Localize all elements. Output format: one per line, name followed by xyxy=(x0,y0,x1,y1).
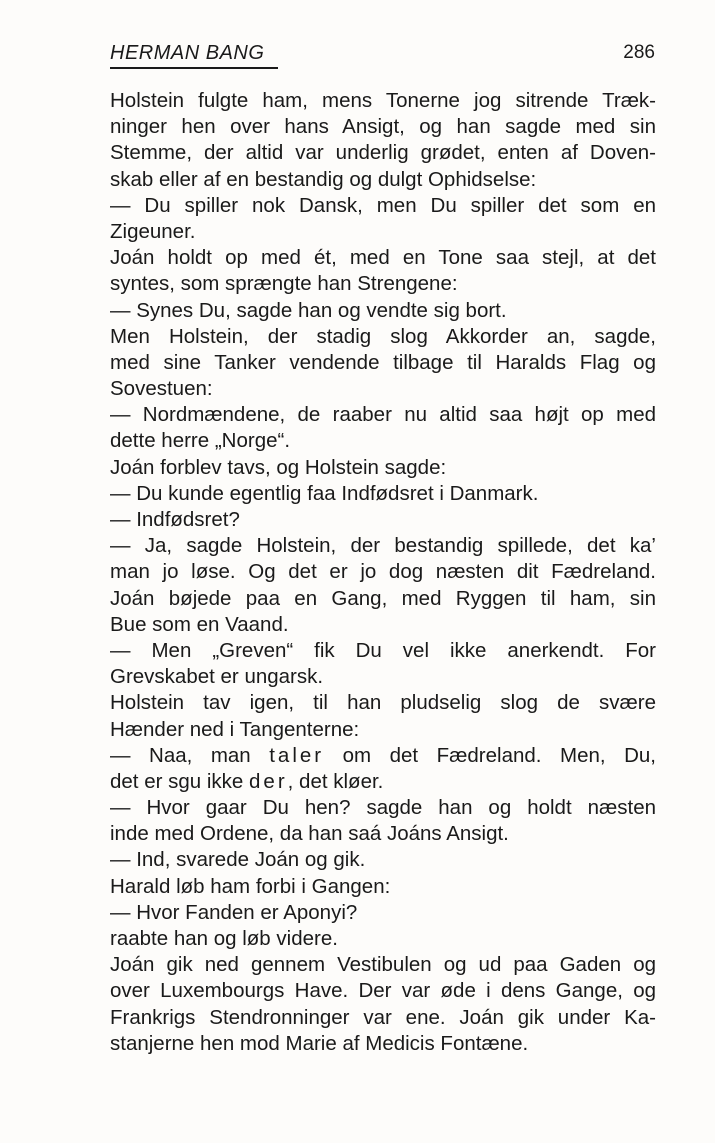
text-line: — Synes Du, sagde han og vendte sig bort. xyxy=(110,298,507,322)
text-line: — Naa, man taler om det Fædreland. Men, Du, xyxy=(110,743,656,767)
text-line: Grevskabet er ungarsk. xyxy=(110,665,324,689)
text-line: Joán bøjede paa en Gang, med Ryggen til ham, sin xyxy=(110,586,656,610)
page-number: 286 xyxy=(623,42,655,63)
text-line: Men Holstein, der stadig slog Akkorder an, sagde, xyxy=(110,324,656,348)
text-line: Zigeuner. xyxy=(110,219,196,243)
text-line: — Hvor Fanden er Aponyi? xyxy=(110,900,358,924)
text-line: Joán forblev tavs, og Holstein sagde: xyxy=(110,455,447,479)
text-line: Harald løb ham forbi i Gangen: xyxy=(110,874,391,898)
text-line: syntes, som sprængte han Strengene: xyxy=(110,272,458,296)
text-line: raabte han og løb videre. xyxy=(110,927,338,950)
text-line: Holstein fulgte ham, mens Tonerne jog sitrende Træk- xyxy=(110,89,656,112)
text-line: — Hvor gaar Du hen? sagde han og holdt næsten xyxy=(110,796,656,820)
text-line: Bue som en Vaand. xyxy=(110,612,289,636)
text-line: stanjerne hen mod Marie af Medicis Fontæne. xyxy=(110,1031,529,1055)
text-line: Stemme, der altid var underlig grødet, enten af Doven- xyxy=(110,141,656,165)
text-line: — Indfødsret? xyxy=(110,508,240,531)
page-header xyxy=(110,40,655,70)
text-line: dette herre „Norge“. xyxy=(110,429,291,453)
text-line: ninger hen over hans Ansigt, og han sagde med sin xyxy=(110,115,656,139)
header-rule xyxy=(110,67,278,69)
text-line: — Du spiller nok Dansk, men Du spiller det som en xyxy=(110,193,656,217)
spaced-emphasis-word: der xyxy=(249,769,288,793)
text-line: med sine Tanker vendende tilbage til Haralds Flag og xyxy=(110,350,656,374)
text-line: — Men „Greven“ fik Du vel ikke anerkendt. For xyxy=(110,638,656,662)
text-line: skab eller af en bestandig og dulgt Ophidselse: xyxy=(110,167,537,191)
text-line: Holstein tav igen, til han pludselig slog de svære xyxy=(110,691,656,715)
text-line: det er sgu ikke der, det kløer. xyxy=(110,769,384,793)
spaced-emphasis-word: taler xyxy=(269,743,325,767)
text-line: man jo løse. Og det er jo dog næsten dit Fædreland. xyxy=(110,560,656,584)
text-line: Hænder ned i Tangenterne: xyxy=(110,717,360,741)
text-line: — Ja, sagde Holstein, der bestandig spillede, det ka’ xyxy=(110,534,656,558)
text-line: Sovestuen: xyxy=(110,377,213,401)
text-line: — Nordmændene, de raaber nu altid saa højt op med xyxy=(110,403,656,427)
body-text xyxy=(110,88,656,1057)
text-line: Frankrigs Stendronninger var ene. Joán gik under Ka- xyxy=(110,1005,656,1029)
text-line: — Du kunde egentlig faa Indfødsret i Danmark. xyxy=(110,481,539,505)
text-line: Joán holdt op med ét, med en Tone saa stejl, at det xyxy=(110,246,656,270)
text-line: — Ind, svarede Joán og gik. xyxy=(110,848,366,872)
text-line: Joán gik ned gennem Vestibulen og ud paa Gaden og xyxy=(110,953,656,977)
text-line: over Luxembourgs Have. Der var øde i dens Gange, og xyxy=(110,979,656,1003)
text-line: inde med Ordene, da han saá Joáns Ansigt. xyxy=(110,822,509,846)
running-head-author: HERMAN BANG xyxy=(110,42,265,64)
